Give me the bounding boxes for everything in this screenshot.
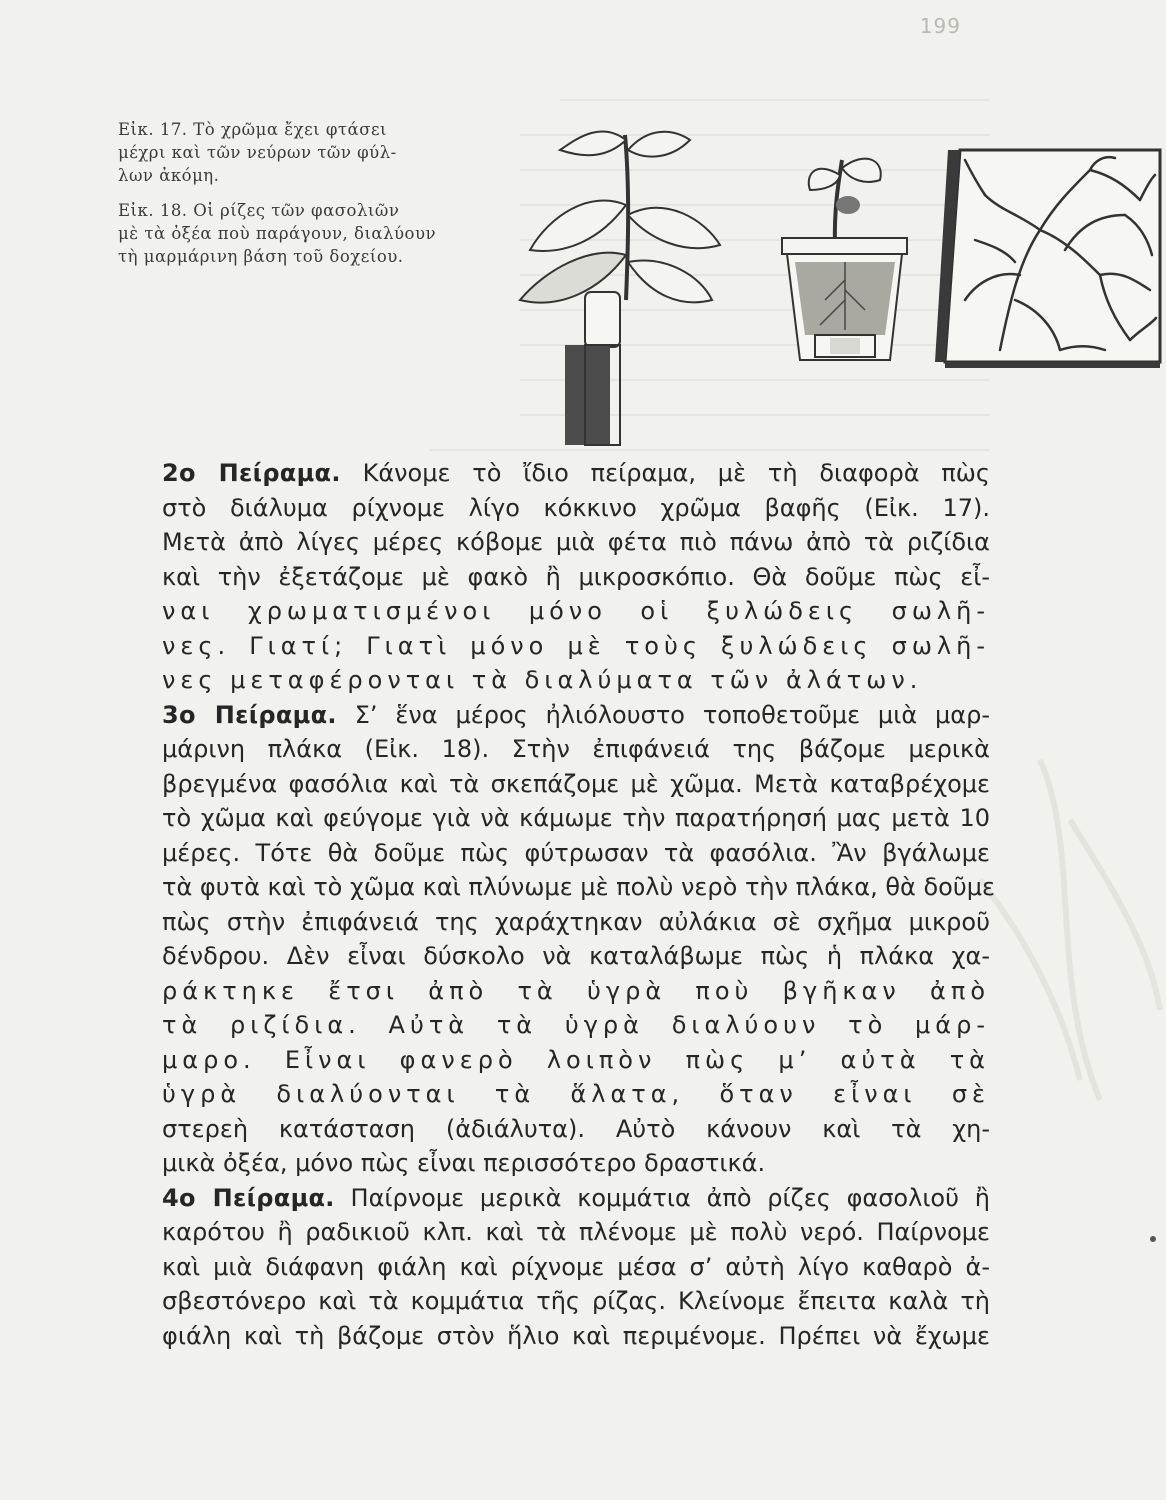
fig-18-pot-with-beans-illustration xyxy=(782,159,907,360)
text-line: ναι χρωματισμένοι μόνο οἱ ξυλώδεις σωλῆ- xyxy=(162,597,990,625)
text-line: νες. Γιατί; Γιατὶ μόνο μὲ τοὺς ξυλώδεις σωλῆ- xyxy=(162,631,990,660)
text-line: ὑγρὰ διαλύονται τὰ ἅλατα, ὅταν εἶναι σὲ xyxy=(162,1080,990,1108)
text-line: νες μεταφέρονται τὰ διαλύματα τῶν ἀλάτων. xyxy=(162,666,923,694)
paragraph-experiment-3 xyxy=(122,698,995,1181)
text-line: στερεὴ κατάσταση (ἀδιάλυτα). Αὐτὸ κάνουν καὶ τὰ χη- xyxy=(162,1114,990,1143)
text-line: τὸ χῶμα καὶ φεύγομε γιὰ νὰ κάμωμε τὴν παρατήρησή μας μετὰ 10 xyxy=(162,804,990,832)
experiment-2-heading: 2ο Πείραμα. xyxy=(162,459,341,487)
paragraph-experiment-4 xyxy=(122,1181,990,1354)
text-line: Μετὰ ἀπὸ λίγες μέρες κόβομε μιὰ φέτα πιὸ πάνω ἀπὸ τὰ ριζίδια xyxy=(162,528,990,556)
body-text xyxy=(122,456,995,1353)
text-line: μάρινη πλάκα (Εἰκ. 18). Στὴν ἐπιφάνειά της βάζομε μερικὰ xyxy=(162,735,990,763)
text-line: δένδρου. Δὲν εἶναι δύσκολο νὰ καταλάβωμε πὼς ἡ πλάκα χα- xyxy=(162,942,990,970)
text-line: φιάλη καὶ τὴ βάζομε στὸν ἥλιο καὶ περιμένομε. Πρέπει νὰ ἔχωμε xyxy=(162,1321,990,1350)
marble-plate-etched-roots-illustration xyxy=(935,150,1160,368)
text-line: καρότου ἢ ραδικιοῦ κλπ. καὶ τὰ πλένομε μὲ πολὺ νερό. Παίρνομε xyxy=(162,1218,990,1246)
figure-illustrations xyxy=(0,0,1166,460)
experiment-3-heading: 3ο Πείραμα. xyxy=(162,700,337,729)
caption-fig-18: Εἰκ. 18. Οἱ ρίζες τῶν φασολιῶν μὲ τὰ ὀξέα ποὺ παράγουν, διαλύουν τὴ μαρμάρινη βάση τοῦ δοχείου. xyxy=(118,201,437,266)
text-line: καὶ τὴν ἐξετάζομε μὲ φακὸ ἢ μικροσκόπιο. Θὰ δοῦμε πὼς εἶ- xyxy=(162,562,990,591)
text-line: καὶ μιὰ διάφανη φιάλη καὶ ρίχνομε μέσα σ’ αὐτὴ λίγο καθαρὸ ἀ- xyxy=(162,1252,990,1281)
text-line: Σ’ ἕνα μέρος ἠλιόλουστο τοποθετοῦμε μιὰ μαρ- xyxy=(336,700,991,729)
text-line: μαρο. Εἶναι φανερὸ λοιπὸν πὼς μ’ αὐτὰ τὰ xyxy=(162,1045,990,1074)
text-line: βρεγμένα φασόλια καὶ τὰ σκεπάζομε μὲ χῶμα. Μετὰ καταβρέχομε xyxy=(162,769,990,798)
text-line: ράκτηκε ἔτσι ἀπὸ τὰ ὑγρὰ ποὺ βγῆκαν ἀπὸ xyxy=(162,976,990,1005)
paragraph-experiment-2 xyxy=(122,456,990,698)
text-line: τὰ ριζίδια. Αὐτὰ τὰ ὑγρὰ διαλύουν τὸ μάρ- xyxy=(162,1011,990,1039)
text-line: στὸ διάλυμα ρίχνομε λίγο κόκκινο χρῶμα βαφῆς (Εἰκ. 17). xyxy=(162,493,990,522)
page-number: 199 xyxy=(919,14,961,38)
margin-mark xyxy=(1150,1236,1156,1242)
text-line: τὰ φυτὰ καὶ τὸ χῶμα καὶ πλύνωμε μὲ πολὺ νερὸ τὴν πλάκα, θὰ δοῦμε xyxy=(162,873,995,901)
caption-fig-17: Εἰκ. 17. Τὸ χρῶμα ἔχει φτάσει μέχρι καὶ τῶν νεύρων τῶν φύλ- λων ἀκόμη. xyxy=(118,120,397,185)
text-line: σβεστόνερο καὶ τὰ κομμάτια τῆς ρίζας. Κλείνομε ἔπειτα καλὰ τὴ xyxy=(162,1287,990,1315)
experiment-4-heading: 4ο Πείραμα. xyxy=(162,1183,335,1212)
text-line: Παίρνομε μερικὰ κομμάτια ἀπὸ ρίζες φασολιοῦ ἢ xyxy=(334,1183,990,1212)
text-line: πὼς στὴν ἐπιφάνειά της χαράχτηκαν αὐλάκια σὲ σχῆμα μικροῦ xyxy=(162,907,990,936)
text-line: μέρες. Τότε θὰ δοῦμε πὼς φύτρωσαν τὰ φασόλια. Ἂν βγάλωμε xyxy=(162,838,990,867)
text-line: μικὰ ὀξέα, μόνο πὼς εἶναι περισσότερο δραστικά. xyxy=(162,1149,766,1177)
fig-17-plant-in-bottle-illustration xyxy=(520,131,720,445)
text-line: Κάνομε τὸ ἴδιο πείραμα, μὲ τὴ διαφορὰ πὼς xyxy=(340,459,990,487)
